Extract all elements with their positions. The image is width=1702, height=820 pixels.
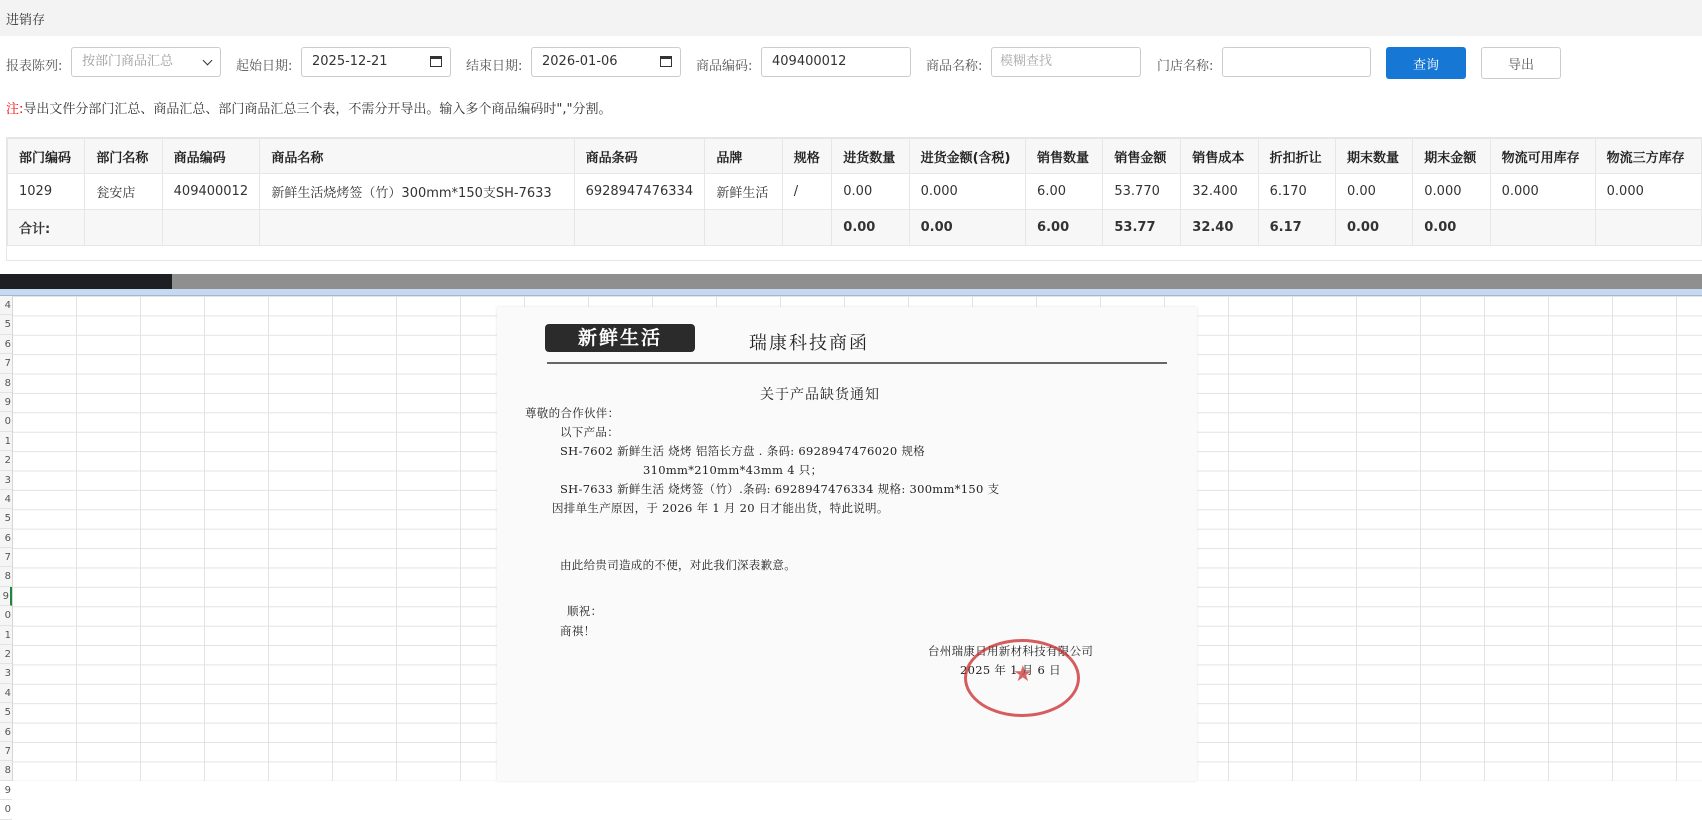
- row-number[interactable]: 0: [0, 800, 12, 819]
- report-type-label: 报表陈列:: [6, 59, 63, 74]
- column-header[interactable]: 物流可用库存: [1490, 139, 1595, 174]
- product-code-input[interactable]: 409400012: [761, 47, 911, 77]
- table-cell: 新鲜生活: [705, 174, 782, 210]
- table-cell: 409400012: [162, 174, 260, 210]
- table-cell: 0.000: [1595, 174, 1701, 210]
- horizontal-scrollbar[interactable]: [0, 274, 1702, 289]
- column-header[interactable]: 销售金额: [1103, 139, 1181, 174]
- row-number[interactable]: 5: [0, 315, 12, 334]
- letter-apology: 由此给贵司造成的不便，对此我们深表歉意。: [560, 558, 796, 572]
- row-number[interactable]: 0: [0, 606, 12, 625]
- column-header[interactable]: 规格: [782, 139, 832, 174]
- company-seal-stamp: [964, 639, 1080, 717]
- column-header[interactable]: 品牌: [705, 139, 782, 174]
- report-table: [6, 137, 1702, 261]
- row-number[interactable]: 8: [0, 761, 12, 780]
- column-header[interactable]: 物流三方库存: [1595, 139, 1701, 174]
- row-number[interactable]: 1: [0, 432, 12, 451]
- row-number[interactable]: 5: [0, 509, 12, 528]
- end-date-label: 结束日期:: [466, 59, 523, 74]
- row-number[interactable]: 7: [0, 548, 12, 567]
- product-name-field[interactable]: [991, 47, 1141, 77]
- store-name-input[interactable]: [1222, 47, 1371, 77]
- row-number[interactable]: 6: [0, 723, 12, 742]
- row-number[interactable]: 8: [0, 567, 12, 586]
- letter-title: 关于产品缺货通知: [760, 387, 880, 403]
- letter-reason: 因排单生产原因，于 2026 年 1 月 20 日才能出货，特此说明。: [552, 501, 889, 515]
- row-number[interactable]: 9: [0, 393, 12, 412]
- column-header[interactable]: 销售数量: [1026, 139, 1103, 174]
- letter-date: 2025 年 1 月 6 日: [960, 663, 1061, 677]
- row-number[interactable]: 9: [0, 781, 12, 800]
- total-cell: [782, 210, 832, 246]
- letter-closing: 顺祝：: [567, 604, 603, 618]
- row-number[interactable]: 4: [0, 684, 12, 703]
- letter-greeting: 尊敬的合作伙伴：: [525, 406, 620, 420]
- export-button[interactable]: 导出: [1481, 47, 1561, 79]
- row-number[interactable]: 5: [0, 703, 12, 722]
- row-number[interactable]: 7: [0, 742, 12, 761]
- letter-header: 瑞康科技商函: [749, 333, 869, 354]
- notice-letter-image: [497, 307, 1197, 781]
- row-number[interactable]: 6: [0, 335, 12, 354]
- column-header[interactable]: 期末金额: [1413, 139, 1490, 174]
- column-header[interactable]: 部门编码: [8, 139, 85, 174]
- column-header[interactable]: 商品编码: [162, 139, 260, 174]
- table-cell: 新鲜生活烧烤签（竹）300mm*150支SH-7633: [260, 174, 574, 210]
- product-code-label: 商品编码:: [696, 59, 753, 74]
- letter-item1-line2: 310mm*210mm*43mm 4 只；: [643, 463, 823, 477]
- column-header[interactable]: 销售成本: [1181, 139, 1258, 174]
- product-name-input[interactable]: [1000, 49, 1132, 75]
- column-header[interactable]: 期末数量: [1335, 139, 1412, 174]
- total-cell: 0.00: [832, 210, 909, 246]
- letter-company: 台州瑞康日用新材科技有限公司: [928, 644, 1094, 658]
- end-date-input[interactable]: 2026-01-06: [531, 47, 681, 77]
- total-cell: 6.00: [1026, 210, 1103, 246]
- total-cell: [1595, 210, 1701, 246]
- row-number[interactable]: 1: [0, 626, 12, 645]
- calendar-icon[interactable]: [660, 56, 672, 67]
- table-cell: 0.00: [1335, 174, 1412, 210]
- letter-intro: 以下产品：: [560, 425, 619, 439]
- row-number[interactable]: 7: [0, 354, 12, 373]
- start-date-label: 起始日期:: [236, 59, 293, 74]
- column-header[interactable]: 折扣折让: [1258, 139, 1335, 174]
- app-title-bar: [0, 0, 1702, 36]
- total-cell: 53.77: [1103, 210, 1181, 246]
- table-cell: 0.00: [832, 174, 909, 210]
- spreadsheet-row-headers: [0, 296, 13, 816]
- table-cell: 0.000: [1490, 174, 1595, 210]
- sheet-divider: [0, 289, 1702, 296]
- store-name-label: 门店名称:: [1157, 59, 1214, 74]
- column-header[interactable]: 部门名称: [85, 139, 162, 174]
- table-cell: /: [782, 174, 832, 210]
- table-cell: 53.770: [1103, 174, 1181, 210]
- column-header[interactable]: 进货数量: [832, 139, 909, 174]
- letter-closing2: 商祺！: [560, 624, 596, 638]
- product-name-label: 商品名称:: [926, 59, 983, 74]
- table-cell: 6.170: [1258, 174, 1335, 210]
- export-note: [6, 98, 611, 117]
- row-number[interactable]: 2: [0, 645, 12, 664]
- brand-logo: 新鲜生活: [545, 324, 695, 352]
- calendar-icon[interactable]: [430, 56, 442, 67]
- total-cell: 32.40: [1181, 210, 1258, 246]
- total-cell: [705, 210, 782, 246]
- total-cell: [85, 210, 162, 246]
- table-total-row: [8, 210, 1702, 246]
- column-header[interactable]: 商品名称: [260, 139, 574, 174]
- total-cell: [260, 210, 574, 246]
- total-cell: 合计:: [8, 210, 85, 246]
- table-cell: 瓮安店: [85, 174, 162, 210]
- table-cell: 0.000: [1413, 174, 1490, 210]
- row-number[interactable]: 8: [0, 374, 12, 393]
- row-number[interactable]: 4: [0, 490, 12, 509]
- note-prefix: 注:: [6, 102, 24, 117]
- filter-bar: [0, 46, 1702, 80]
- table-cell: 6928947476334: [574, 174, 705, 210]
- column-header[interactable]: 进货金额(含税): [909, 139, 1025, 174]
- row-number[interactable]: 6: [0, 529, 12, 548]
- row-number[interactable]: 2: [0, 451, 12, 470]
- row-number[interactable]: 3: [0, 471, 12, 490]
- row-number[interactable]: 0: [0, 412, 12, 431]
- total-cell: [162, 210, 260, 246]
- scrollbar-thumb[interactable]: [0, 274, 172, 289]
- table-cell: 1029: [8, 174, 85, 210]
- total-cell: 0.00: [1335, 210, 1412, 246]
- letter-item1-line1: SH-7602 新鲜生活 烧烤 铝箔长方盘 . 条码: 6928947476020 规格: [560, 444, 925, 458]
- total-cell: [574, 210, 705, 246]
- total-cell: 0.00: [1413, 210, 1490, 246]
- letter-item2: SH-7633 新鲜生活 烧烤签（竹）.条码: 6928947476334 规格: 300mm*150 支: [560, 482, 1000, 496]
- app-title: 进销存: [6, 13, 46, 28]
- total-cell: [1490, 210, 1595, 246]
- start-date-input[interactable]: 2025-12-21: [301, 47, 451, 77]
- header-rule: [547, 362, 1167, 364]
- column-header[interactable]: 商品条码: [574, 139, 705, 174]
- total-cell: 6.17: [1258, 210, 1335, 246]
- table-cell: 32.400: [1181, 174, 1258, 210]
- chevron-down-icon: [203, 56, 213, 66]
- total-cell: 0.00: [909, 210, 1025, 246]
- row-number[interactable]: 4: [0, 296, 12, 315]
- table-row[interactable]: [8, 174, 1702, 210]
- row-number[interactable]: 3: [0, 664, 12, 683]
- query-button[interactable]: 查询: [1386, 47, 1466, 79]
- row-number[interactable]: 9: [0, 587, 12, 606]
- table-cell: 0.000: [909, 174, 1025, 210]
- report-type-select[interactable]: 按部门商品汇总: [71, 47, 221, 77]
- note-text: 导出文件分部门汇总、商品汇总、部门商品汇总三个表，不需分开导出。输入多个商品编码时","分割。: [23, 102, 612, 117]
- table-header-row: [8, 139, 1702, 174]
- table-cell: 6.00: [1026, 174, 1103, 210]
